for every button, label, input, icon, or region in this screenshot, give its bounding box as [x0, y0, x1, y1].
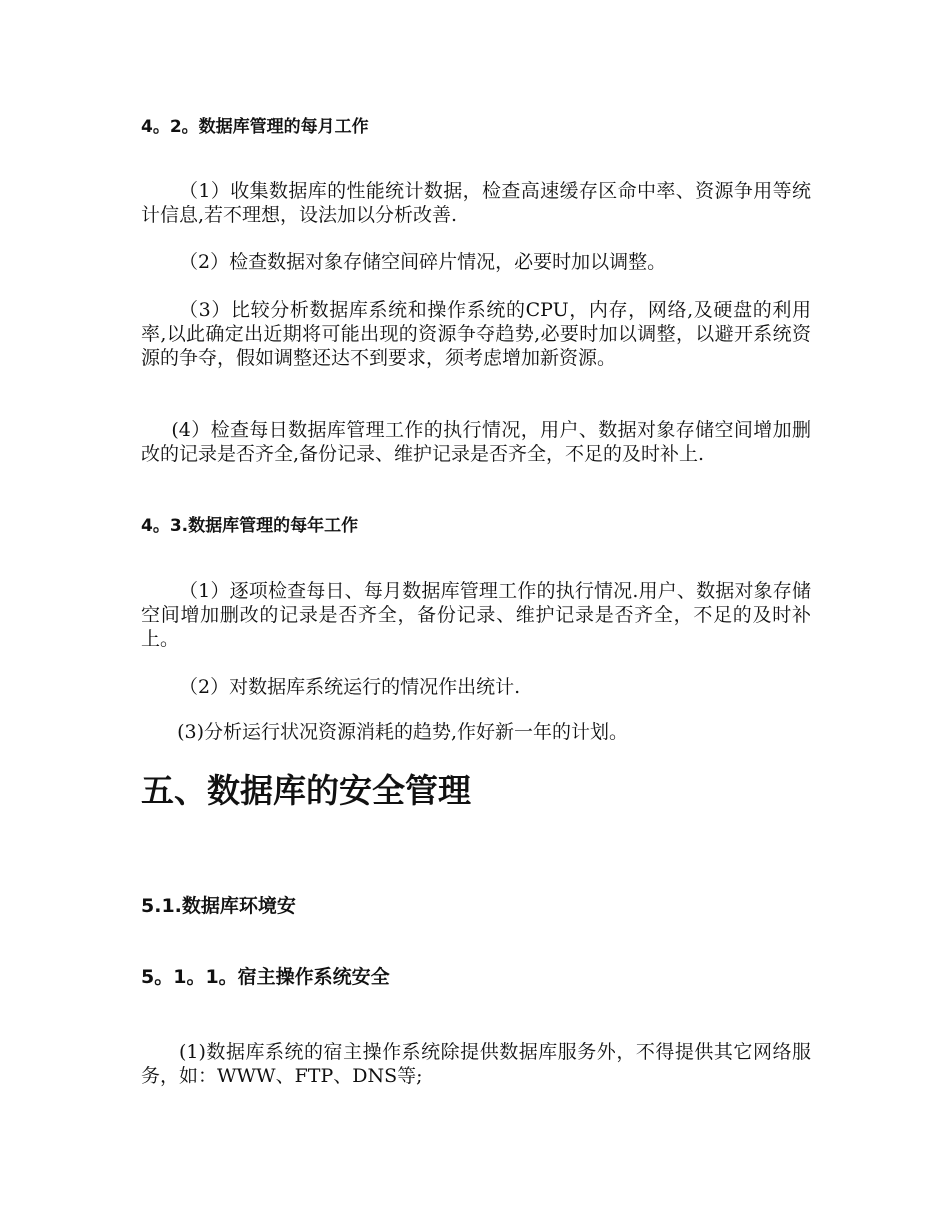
document-page	[141, 0, 811, 1230]
chapter-heading-5: 五、数据库的安全管理	[141, 771, 471, 810]
paragraph-4-3-2: （2）对数据库系统运行的情况作出统计.	[179, 676, 521, 698]
paragraph-4-2-4: (4）检查每日数据库管理工作的执行情况，用户、数据对象存储空间增加删改的记录是否齐全,备份记录、维护记录是否齐全，不足的及时补上.	[141, 419, 811, 465]
paragraph-4-3-1: （1）逐项检查每日、每月数据库管理工作的执行情况.用户、数据对象存储空间增加删改的记录是否齐全，备份记录、维护记录是否齐全，不足的及时补上。	[141, 580, 811, 650]
section-heading-4-2: 4。2。数据库管理的每月工作	[141, 117, 369, 137]
section-heading-5-1-1: 5。1。1。宿主操作系统安全	[141, 966, 390, 988]
paragraph-4-2-2: （2）检查数据对象存储空间碎片情况，必要时加以调整。	[179, 251, 667, 273]
paragraph-4-3-3: (3)分析运行状况资源消耗的趋势,作好新一年的计划。	[177, 721, 629, 743]
section-heading-4-3: 4。3.数据库管理的每年工作	[141, 516, 359, 536]
paragraph-4-2-3: （3）比较分析数据库系统和操作系统的CPU，内存，网络,及硬盘的利用率,以此确定出近期将可能出现的资源争夺趋势,必要时加以调整，以避开系统资源的争夺，假如调整还达不到要求，须考虑增加新资源。	[141, 299, 811, 369]
section-heading-5-1: 5.1.数据库环境安	[141, 895, 296, 917]
paragraph-4-2-1: （1）收集数据库的性能统计数据，检查高速缓存区命中率、资源争用等统计信息,若不理想，设法加以分析改善.	[141, 180, 811, 226]
paragraph-5-1-1-1: (1)数据库系统的宿主操作系统除提供数据库服务外，不得提供其它网络服务，如：WWW、FTP、DNS等;	[141, 1041, 811, 1087]
